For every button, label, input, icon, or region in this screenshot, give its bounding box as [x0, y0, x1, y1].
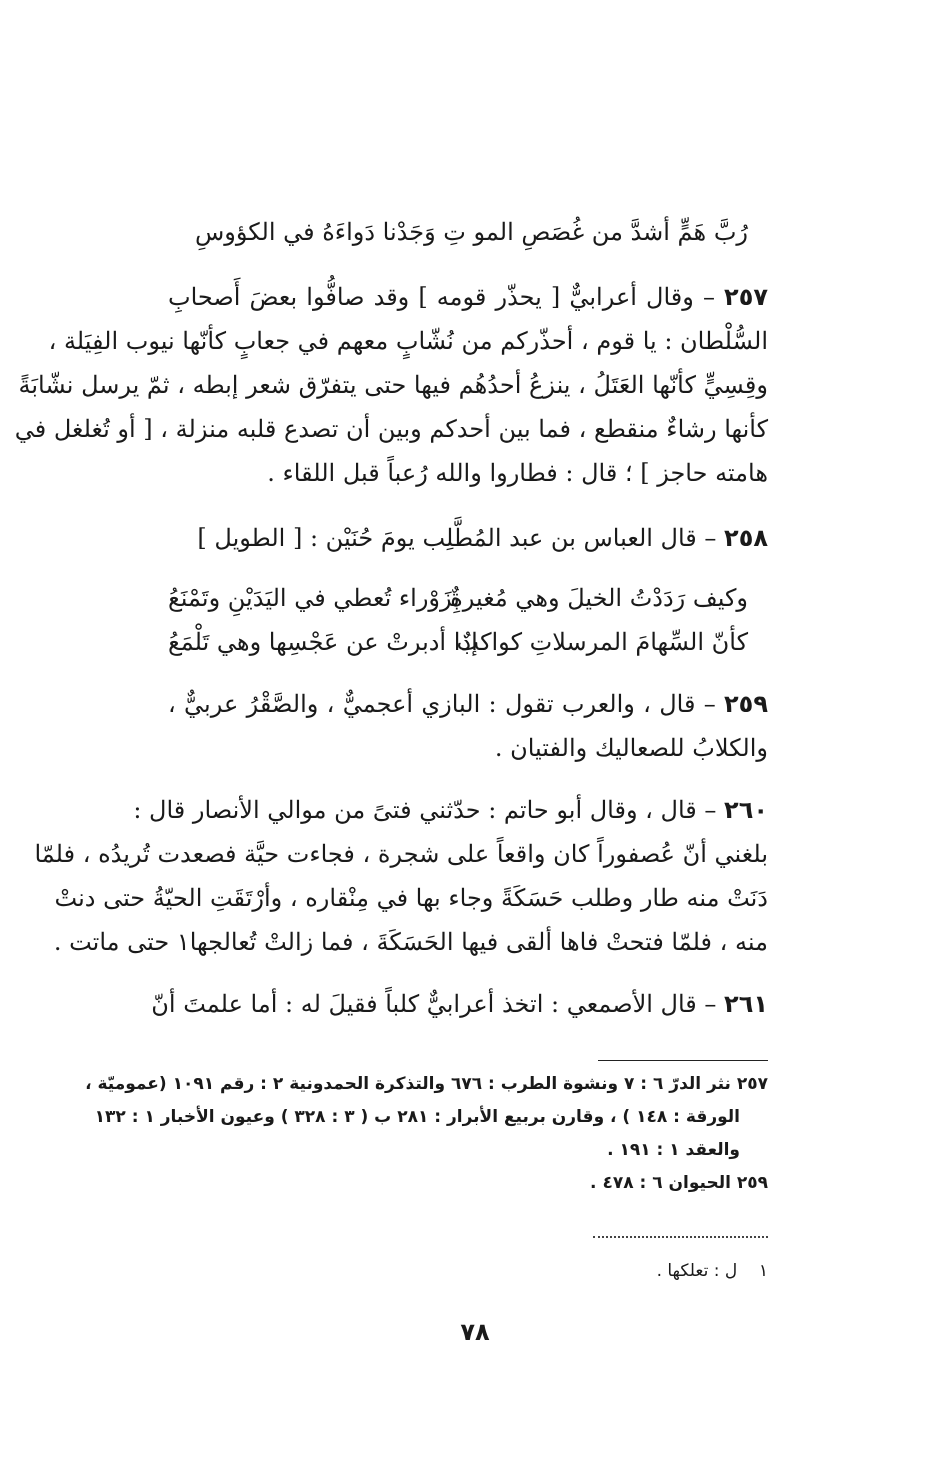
textual-note: ١ ل : تعلكها .: [656, 1261, 768, 1281]
footnote-259: ٢٥٩ الحيوان ٦ : ٤٧٨ .: [590, 1173, 768, 1193]
page-number: ٧٨: [460, 1318, 490, 1346]
opening-verse: رُبَّ هَمٍّ أشدَّ من غُصَصِ المو تِ وَجَدْنا دَواءَهُ في الكؤوسِ: [194, 218, 748, 246]
paragraph-257-line-4: كأنها رشاءٌ منقطع ، فما بين أحدكم وبين أن تصدع قلبه منزلة ، [ أو تُغلغل في: [14, 415, 768, 443]
footnote-257-line-2: الورقة : ١٤٨ ) ، وقارن بربيع الأبرار : ٢٨١ ب ( ٣ : ٣٢٨ ) وعيون الأخبار ١ : ١٣٢: [94, 1107, 740, 1127]
paragraph-260-line-1: ٢٦٠ – قال ، وقال أبو حاتم : حدّثني فتىً من موالي الأنصار قال :: [133, 796, 768, 824]
paragraph-259-line-2: والكلابُ للصعاليك والفتيان .: [494, 734, 768, 762]
apparatus-separator: [593, 1236, 768, 1238]
paragraph-260-line-2: بلغني أنّ عُصفوراً كان واقعاً على شجرة ، فجاءت حيَّة فصعدت تُريدُه ، فلمّا: [34, 840, 768, 868]
paragraph-257-line-3: وقِسِيٍّ كأنّها العَتَلُ ، ينزعُ أحدُهُم فيها حتى يتفرّق شعر إبطه ، ثمّ يرسل نشّابَةً: [18, 371, 768, 399]
paragraph-259-line-1: ٢٥٩ – قال ، والعرب تقول : البازي أعجميٌّ ، والصَّقْرُ عربيٌّ ،: [168, 690, 768, 718]
paragraph-number: ٢٥٧: [724, 283, 768, 311]
verse-1-second-hemistich: بِزَوْراء تُعطي في اليَدَيْنِ وتَمْنَعُ: [168, 584, 460, 612]
paragraph-257-line-2: السُّلْطان : يا قوم ، أحذّركم من نُشّابٍ معهم في جعابٍ كأنّها نيوب الفِيَلة ،: [48, 327, 768, 355]
paragraph-260-line-3: دَنَتْ منه طار وطلب حَسَكَةً وجاء بها في مِنْقاره ، وأرْتَقَتِ الحيّةُ حتى دنتْ: [54, 884, 768, 912]
verse-1-first-hemistich: وكيف رَدَدْتُ الخيلَ وهي مُغيرةٌ: [450, 584, 748, 612]
footnote-separator: [598, 1060, 768, 1061]
footnote-number: ٢٥٧: [736, 1074, 768, 1094]
paragraph-261-line-1: ٢٦١ – قال الأصمعي : اتخذ أعرابيٌّ كلباً فقيلَ له : أما علمتَ أنّ: [151, 990, 768, 1018]
verse-2-first-hemistich: كأنّ السِّهامَ المرسلاتِ كواكبٌ: [456, 628, 748, 656]
footnote-number: ٢٥٩: [736, 1173, 768, 1193]
paragraph-number: ٢٥٩: [724, 690, 768, 718]
footnote-257-line-3: والعقد ١ : ١٩١ .: [607, 1140, 740, 1160]
paragraph-number: ٢٥٨: [724, 524, 768, 552]
verse-2-second-hemistich: إذا أدبرتْ عن عَجْسِها وهي تَلْمَعُ: [168, 628, 478, 656]
paragraph-257-line-5: هامته حاجز ] ؛ قال : فطاروا والله رُعباً قبل اللقاء .: [267, 459, 768, 487]
paragraph-257-line-1: ٢٥٧ – وقال أعرابيٌّ [ يحذّر قومه ] وقد صافُّوا بعضَ أَصحابِ: [168, 283, 768, 311]
verse-line-2: [168, 622, 768, 662]
paragraph-258-intro: ٢٥٨ – قال العباس بن عبد المُطَّلِب يومَ حُنَيْن : [ الطويل ]: [197, 524, 768, 552]
footnote-number: ١: [758, 1261, 768, 1281]
paragraph-number: ٢٦٠: [724, 796, 768, 824]
footnote-257-line-1: ٢٥٧ نثر الدرّ ٦ : ٧ ونشوة الطرب : ٦٧٦ والتذكرة الحمدونية ٢ : رقم ١٠٩١ (عموميّة ،: [85, 1074, 768, 1094]
paragraph-number: ٢٦١: [724, 990, 768, 1018]
paragraph-260-line-4: منه ، فلمّا فتحتْ فاها ألقى فيها الحَسَكَةَ ، فما زالتْ تُعالجها١ حتى ماتت .: [53, 928, 768, 956]
verse-line-1: [168, 578, 768, 618]
